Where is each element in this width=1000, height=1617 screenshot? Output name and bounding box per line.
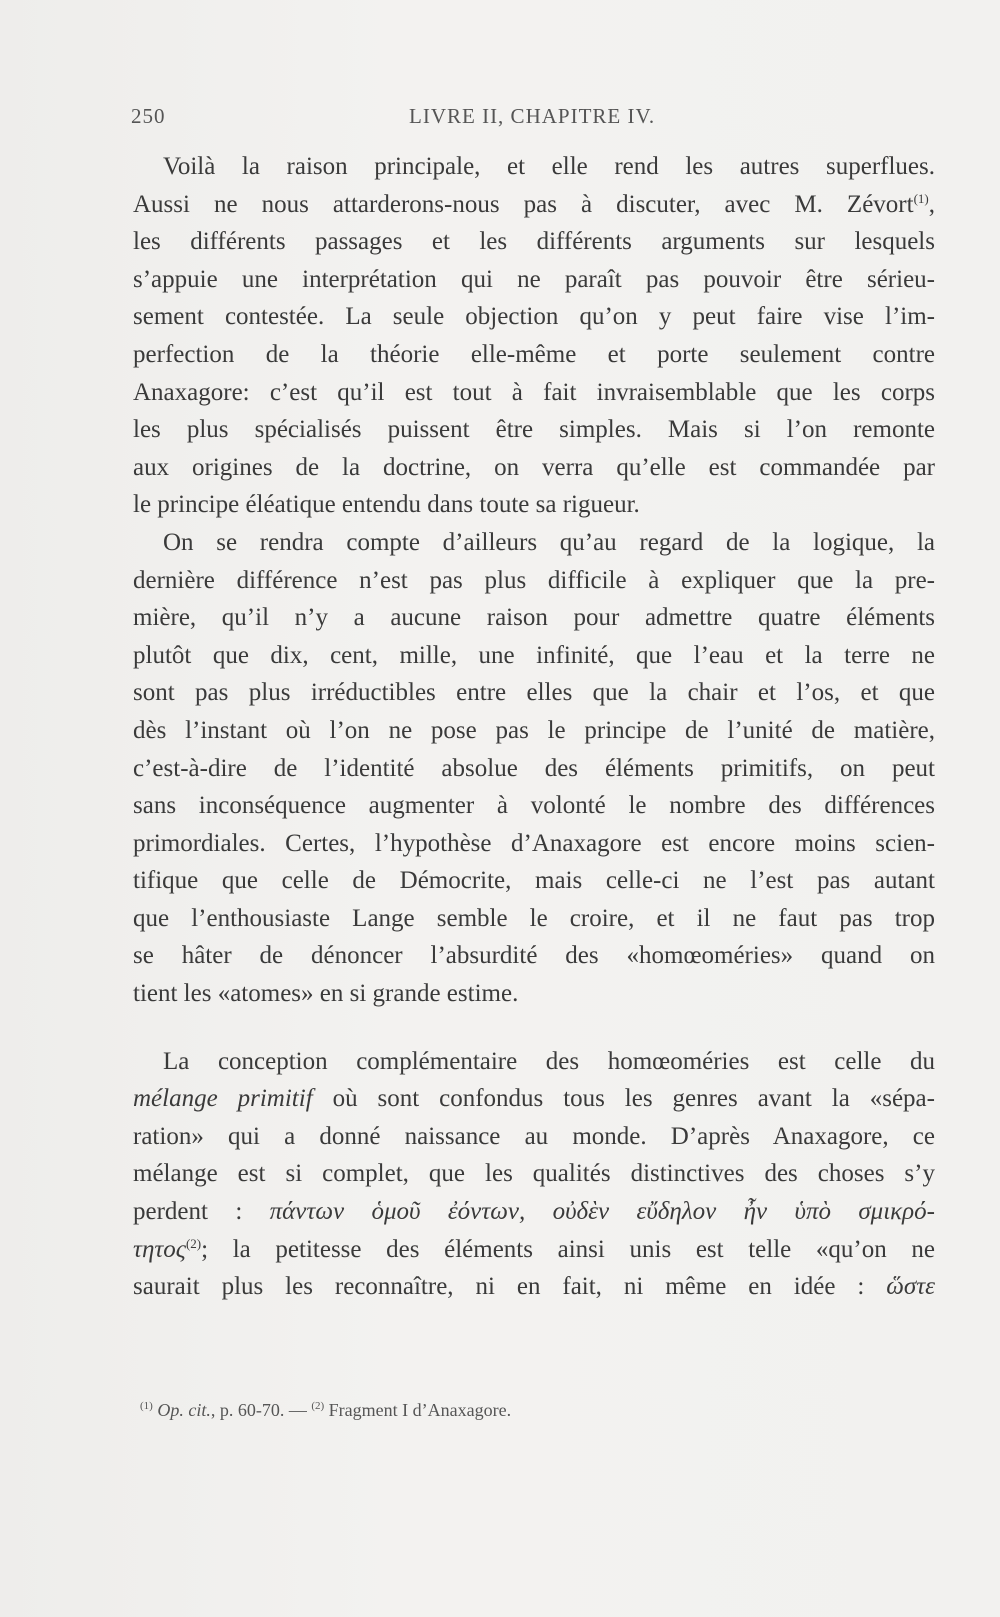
text-span: Aussi ne nous attarderons-nous pas à discuter, avec M. Zévort [133, 190, 914, 218]
text-line: On se rendra compte d’ailleurs qu’au regard de la logique, la [163, 528, 935, 556]
text-line [133, 1268, 935, 1306]
text-line: s’appuie une interprétation qui ne paraît pas pouvoir être sérieu- [133, 265, 935, 293]
text-line: dès l’instant où l’on ne pose pas le principe de l’unité de matière, [133, 716, 935, 744]
text-span: saurait plus les reconnaître, ni en fait, ni même en idée : [133, 1273, 887, 1301]
footnote-mark-1: (1) [140, 1400, 153, 1412]
footnote-text: , p. 60-70. — [210, 1400, 312, 1420]
footnote-ref-2[interactable]: (2) [185, 1235, 202, 1251]
section-gap [133, 1013, 935, 1043]
text-line: les plus spécialisés puissent être simples. Mais si l’on remonte [133, 416, 935, 444]
text-line: c’est-à-dire de l’identité absolue des éléments primitifs, on peut [133, 754, 935, 782]
text-line: perfection de la théorie elle-même et porte seulement contre [133, 340, 935, 368]
page-number: 250 [131, 104, 166, 128]
text-line [133, 186, 935, 224]
text-span: , [928, 190, 935, 218]
greek-quote: ὥστε [886, 1273, 935, 1301]
text-line: tient les «atomes» en si grande estime. [133, 980, 519, 1008]
text-span: perdent : [133, 1198, 270, 1226]
text-span: ; la petitesse des éléments ainsi unis est telle «qu’on ne [201, 1235, 935, 1263]
text-line: mélange est si complet, que les qualités distinctives des choses s’y [133, 1160, 935, 1188]
text-line: primordiales. Certes, l’hypothèse d’Anaxagore est encore moins scien- [133, 829, 935, 857]
text-line: sans inconséquence augmenter à volonté le nombre des différences [133, 792, 935, 820]
footnote-ref-1[interactable]: (1) [913, 190, 929, 206]
footnotes [140, 1400, 940, 1421]
text-line [133, 1193, 935, 1231]
text-line: Voilà la raison principale, et elle rend les autres superflues. [163, 153, 935, 180]
text-line: sement contestée. La seule objection qu’on y peut faire vise l’im- [133, 303, 935, 331]
body-text [133, 148, 935, 1306]
text-line: mière, qu’il n’y a aucune raison pour admettre quatre éléments [133, 604, 935, 632]
text-line: sont pas plus irréductibles entre elles que la chair et l’os, et que [133, 679, 935, 707]
text-line: que l’enthousiaste Lange semble le croire, et il ne faut pas trop [133, 904, 935, 932]
text-line: se hâter de dénoncer l’absurdité des «homœoméries» quand on [133, 942, 935, 970]
text-span: où sont confondus tous les genres avant la «sépa- [312, 1085, 935, 1113]
text-line: Anaxagore: c’est qu’il est tout à fait invraisemblable que les corps [133, 378, 935, 406]
text-line: les différents passages et les différents arguments sur lesquels [133, 228, 935, 256]
text-line [133, 1231, 935, 1269]
text-line: tifique que celle de Démocrite, mais celle-ci ne l’est pas autant [133, 867, 935, 895]
running-head [131, 104, 936, 134]
footnote-mark-2: (2) [311, 1400, 325, 1412]
greek-quote: πάντων ὁμοῦ ἐόντων, οὐδὲν εὔδηλον ἦν ὑπὸ σμικρό- [269, 1198, 935, 1226]
chapter-title: LIVRE II, CHAPITRE IV. [409, 104, 656, 128]
text-line: ration» qui a donné naissance au monde. D’après Anaxagore, ce [133, 1122, 935, 1150]
italic-term: mélange primitif [133, 1085, 313, 1113]
footnote-text: Fragment I d’Anaxagore. [324, 1400, 512, 1420]
text-line: aux origines de la doctrine, on verra qu’elle est commandée par [133, 453, 935, 481]
text-line: plutôt que dix, cent, mille, une infinité, que l’eau et la terre ne [133, 641, 935, 669]
text-line: dernière différence n’est pas plus difficile à expliquer que la pre- [133, 566, 935, 594]
greek-quote: τητος [133, 1235, 186, 1263]
footnote-citation: Op. cit. [157, 1400, 211, 1420]
text-line: La conception complémentaire des homœoméries est celle du [163, 1047, 935, 1075]
text-line [133, 1080, 935, 1118]
text-line: le principe éléatique entendu dans toute sa rigueur. [133, 491, 640, 519]
